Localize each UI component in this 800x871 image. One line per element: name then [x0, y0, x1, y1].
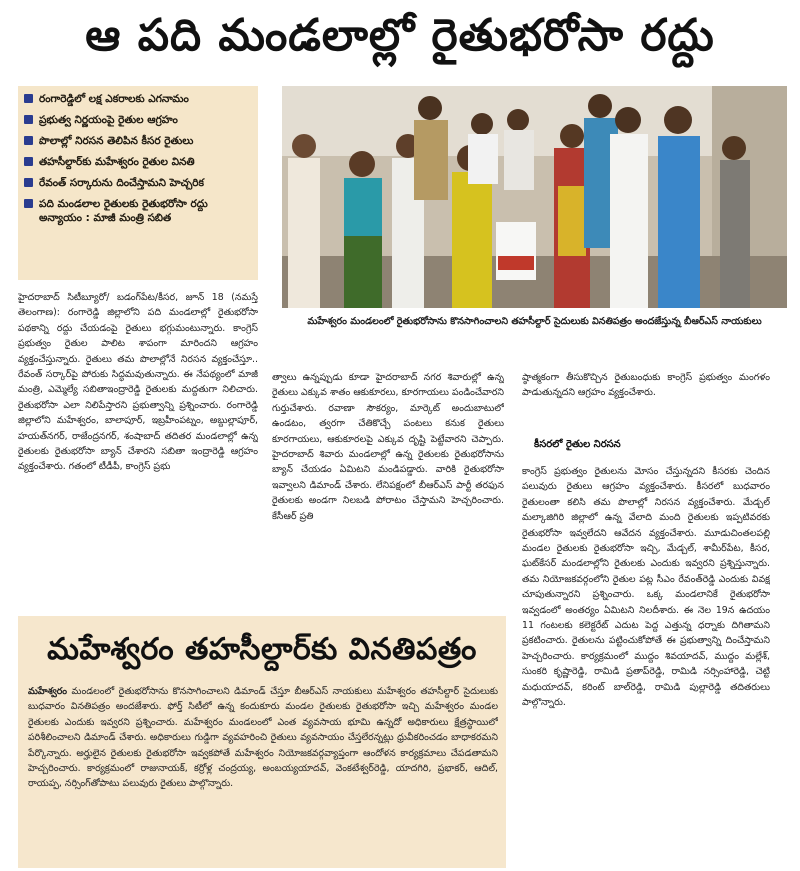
- highlight-item: [24, 134, 254, 148]
- square-bullet-icon: [24, 115, 33, 124]
- highlight-item: [24, 113, 254, 127]
- highlight-text: పది మండలాల రైతులకు రైతుభరోసా రద్దు అన్యాయం : మాజీ మంత్రి సబిత: [39, 198, 208, 224]
- highlight-text: పొలాల్లో నిరసన తెలిపిన కీసర రైతులు: [39, 135, 194, 147]
- article-column-3-continued: కాంగ్రెస్ ప్రభుత్వం రైతులను మోసం చేస్తున్నదని కీసరకు చెందిన పలువురు రైతులు ఆగ్రహం వ్యక్తంచేశారు. కీసరలో బుధవారం రైతులంతా కలిసి తమ పొలాల్లో నిరసన వ్యక్తంచేశారు. మేడ్చల్ మల్కాజిగిరి జిల్లాలో ఉన్న వేలాది మంది రైతులకు ఇప్పటివరకు రైతుభరోసా ఇవ్వలేదని ఆవేదన వ్యక్తంచేశారు. మూడుచింతలపల్లి మండల రైతులకు రైతుభరోసా ఇచ్చి, మేడ్చల్, శామీర్‌పేట, కీసర, ఘట్‌కేసర్ మండలాల్లోని రైతులకు ఎందుకు ఇవ్వరని ప్రశ్నిస్తున్నారు. తమ నియోజకవర్గంలోని రైతుల పట్ల సీఎం రేవంత్‌రెడ్డి ఎందుకు వివక్ష చూపుతున్నారని ప్రశ్నించారు. ఒక్క మండలానికే రైతుభరోసా ఇవ్వడంలో అంతర్యం ఏమిటని నిలదీశారు. ఈ నెల 19న ఉదయం 11 గంటలకు కలెక్టరేట్ ఎదుట పెద్ద ఎత్తున్న ధర్నాకు దిగితామని ప్రకటించారు. రైతులను పట్టించుకోపోతే ఈ ప్రభుత్వాన్ని దించేస్తామని హెచ్చరించారు. కార్యక్రమంలో ముద్దం శివయాదవ్, ముద్దం మల్లేశ్, సుంకరి కృష్ణారెడ్డి, రామిడి ప్రతాప్‌రెడ్డి, రామిడి నర్సింహారెడ్డి, చెట్టి మధుయాదవ్, కరింట్ బాల్‌రెడ్డి, రామిడి పుల్లారెడ్డి తదితరులు పాల్గొన్నారు.: [522, 466, 770, 709]
- square-bullet-icon: [24, 157, 33, 166]
- highlight-item: [24, 176, 254, 190]
- square-bullet-icon: [24, 94, 33, 103]
- highlight-item: [24, 155, 254, 169]
- square-bullet-icon: [24, 136, 33, 145]
- article-column-3: ష్ఠాత్మకంగా తీసుకొచ్చిన రైతుబంధుకు కాంగ్రెస్ ప్రభుత్వం మంగళం పాడుతున్నదని ఆగ్రహం వ్యక్తంచేశారు.: [522, 372, 770, 399]
- side-story-lead: మహేశ్వరం: [28, 686, 68, 697]
- highlight-text: రంగారెడ్డిలో లక్ష ఎకరాలకు ఎగనామం: [39, 93, 189, 105]
- highlight-item: [24, 197, 254, 225]
- article-column-1: హైదరాబాద్ సిటీబ్యూరో/ బడంగ్‌పేట/కీసర, జూన్ 18 (నమస్తే తెలంగాణ): రంగారెడ్డి జిల్లాలోని పది మండలాల్లో రైతుభరోసా పథకాన్ని రద్దు చేయడంపై రైతులు భగ్గుమంటున్నారు. కాంగ్రెస్ ప్రభుత్వం రైతుల పాలిట శాపంగా మారిందని ఆగ్రహం వ్యక్తంచేస్తున్నారు. రైతులు తమ పొలాల్లోనే నిరసన వ్యక్తంచేస్తూ.. రేవంత్ సర్కార్‌పై పోరుకు సిద్ధమవుతున్నారు. ఈ నేపథ్యంలో మాజీ మంత్రి, ఎమ్మెల్యే సబితాఇంద్రారెడ్డి రైతులకు మద్దతుగా నిలిచారు. రైతుభరోసా ఎలా నిలిపేస్తారని ప్రభుత్వాన్ని ప్రశ్నించారు. రంగారెడ్డి జిల్లాలోని మహేశ్వరం, బాలాపూర్, ఇబ్రహీంపట్నం, అబ్దుల్లాపూర్, హయత్‌నగర్, రాజేంద్రనగర్, శంషాబాద్ తదితర మండలాల్లో ఉన్న రైతులకు రైతుభరోసా బ్యాన్ చేశారని సబితా ఇంద్రారెడ్డి ఆగ్రహం వ్యక్తంచేశారు. గతంలో టీడీపీ, కాంగ్రెస్ ప్రభు: [18, 292, 258, 473]
- highlight-item: [24, 92, 254, 106]
- photo-caption: మహేశ్వరం మండలంలో రైతుభరోసాను కొనసాగించాలని తహసీల్దార్ సైదులుకు వినతిపత్రం అందజేస్తున్న బీఆర్‌ఎస్ నాయకులు: [307, 316, 762, 327]
- article-column-2: త్వాలు ఉన్నప్పుడు కూడా హైదరాబాద్ నగర శివారుల్లో ఉన్న రైతులు ఎక్కువ శాతం ఆకుకూరలు, కూరగాయలు పండించేవారని గుర్తుచేశారు. రవాణా సౌకర్యం, మార్కెట్ అందుబాటులో ఉండటం, త్వరగా చేతికొచ్చే పంటలు కనుక రైతులు కూరగాయలు, ఆకుకూరలపై ఎక్కువ దృష్టి పెట్టేవారని చెప్పారు. హైదరాబాద్ శివారు మండలాల్లో ఉన్న రైతులకు రైతుభరోసాను బ్యాన్ చేయడం ఏమిటని మండిపడ్డారు. వారికి రైతుభరోసా ఇవ్వాలని డిమాండ్ చేశారు. లేనిపక్షంలో బీఆర్‌ఎస్ పార్టీ తరఫున రైతులకు అండగా నిలబడి పోరాటం చేస్తామని హెచ్చరించారు. కేసీఆర్ ప్రతి: [272, 372, 504, 522]
- highlight-text: రేవంత్ సర్కారును దించేస్తామని హెచ్చరిక: [39, 177, 205, 189]
- subheading: కీసరలో రైతుల నిరసన: [534, 439, 621, 450]
- group-photo-illustration: [282, 86, 787, 308]
- headline: ఆ పది మండలాల్లో రైతుభరోసా రద్దు: [85, 10, 715, 61]
- side-story-text: మండలంలో రైతుభరోసాను కొనసాగించాలని డిమాండ్ చేస్తూ బీఆర్‌ఎస్ నాయకులు మహేశ్వరం తహసీల్దార్ సైదులుకు బుధవారం వినతిపత్రం అందజేశారు. ఫోర్త్ సిటీలో ఉన్న కందుకూరు మండల రైతులకు రైతుభరోసా ఇచ్చి మహేశ్వరం మండల రైతులకు ఎందుకు ఇవ్వరని ప్రశ్నించారు. మహేశ్వరం మండలంలో ఎంత వ్యవసాయ భూమి ఉన్నదో అధికారులు క్షేత్రస్థాయిలో పరిశీలించాలని డిమాండ్ చేశారు. అధికారులు గుడ్డిగా వ్యవహరించి రైతులు వ్యవసాయం చేస్తలేరన్నట్లు ధ్రువీకరించడం బాధాకరమని పేర్కొన్నారు. అర్హులైన రైతులకు రైతుభరోసా ఇవ్వకపోతే మహేశ్వరం నియోజకవర్గవ్యాప్తంగా ఆందోళన కార్యక్రమాలు చేపడతామని హెచ్చరించారు. కార్యక్రమంలో రాజునాయక్, కర్రోళ్ల చంద్రయ్య, అంబయ్యయాదవ్, వెంకటేశ్వర్‌రెడ్డి, యాదగిరి, ప్రభాకర్, ఆదిల్, రాయప్ప, నర్సింగ్‌తోపాటు పలువురు రైతులు పాల్గొన్నారు.: [28, 686, 498, 790]
- highlight-text: ప్రభుత్వ నిర్ణయంపై రైతుల ఆగ్రహం: [39, 114, 178, 126]
- side-story-title: మహేశ్వరం తహసీల్దార్‌కు వినతిపత్రం: [47, 632, 477, 667]
- square-bullet-icon: [24, 199, 33, 208]
- side-story-body: [28, 684, 498, 864]
- square-bullet-icon: [24, 178, 33, 187]
- highlight-text: తహసీల్దార్‌కు మహేశ్వరం రైతుల వినతి: [39, 156, 195, 168]
- side-story-box: [18, 616, 506, 868]
- highlights-box: [18, 86, 258, 280]
- news-photo: [282, 86, 787, 308]
